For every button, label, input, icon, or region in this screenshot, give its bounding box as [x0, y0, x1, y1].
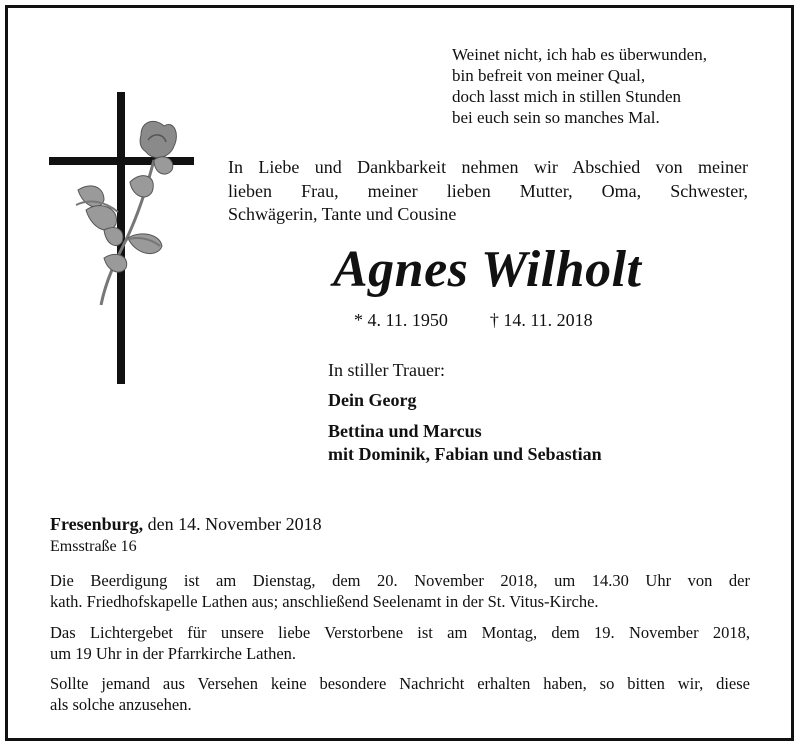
prayer-info-paragraph — [50, 622, 750, 664]
paragraph-line: um 19 Uhr in der Pfarrkirche Lathen. — [50, 644, 297, 663]
poem-line: doch lasst mich in stillen Stunden — [452, 87, 682, 106]
intro-text — [228, 156, 748, 227]
deceased-name: Agnes Wilholt — [333, 241, 642, 298]
mourners-label: In stiller Trauer: — [328, 360, 445, 380]
place-date — [50, 512, 322, 536]
intro-line: In Liebe und Dankbarkeit nehmen wir Abschied von meiner — [228, 157, 748, 177]
cross-with-rose-icon — [46, 90, 201, 386]
street-address: Emsstraße 16 — [50, 538, 137, 555]
birth-date: * 4. 11. 1950 — [354, 310, 448, 330]
death-date: † 14. 11. 2018 — [489, 310, 593, 330]
notice-paragraph — [50, 673, 750, 715]
place-name: Fresenburg, — [50, 514, 144, 534]
paragraph-line: als solche anzusehen. — [50, 695, 192, 714]
paragraph-line: Die Beerdigung ist am Dienstag, dem 20. November 2018, um 14.30 Uhr von der — [50, 571, 750, 590]
funeral-info-paragraph — [50, 570, 750, 612]
intro-line: lieben Frau, meiner lieben Mutter, Oma, Schwester, — [228, 180, 748, 201]
paragraph-line: Das Lichtergebet für unsere liebe Verstorbene ist am Montag, dem 19. November 2018, — [50, 623, 750, 642]
poem-line: Weinet nicht, ich hab es überwunden, — [452, 45, 707, 64]
date-text: den 14. November 2018 — [143, 514, 322, 534]
mourner-line: Dein Georg — [328, 390, 417, 410]
paragraph-line: kath. Friedhofskapelle Lathen aus; anschließend Seelenamt in der St. Vitus-Kirche. — [50, 592, 599, 611]
paragraph-line: Sollte jemand aus Versehen keine besondere Nachricht erhalten haben, so bitten wir, diese — [50, 674, 750, 693]
intro-line: Schwägerin, Tante und Cousine — [228, 204, 457, 224]
poem — [452, 44, 782, 128]
mourner-line: Bettina und Marcus — [328, 421, 482, 441]
mourner-line: mit Dominik, Fabian und Sebastian — [328, 444, 602, 464]
poem-line: bin befreit von meiner Qual, — [452, 66, 646, 85]
poem-line: bei euch sein so manches Mal. — [452, 108, 660, 127]
life-dates — [354, 308, 593, 332]
